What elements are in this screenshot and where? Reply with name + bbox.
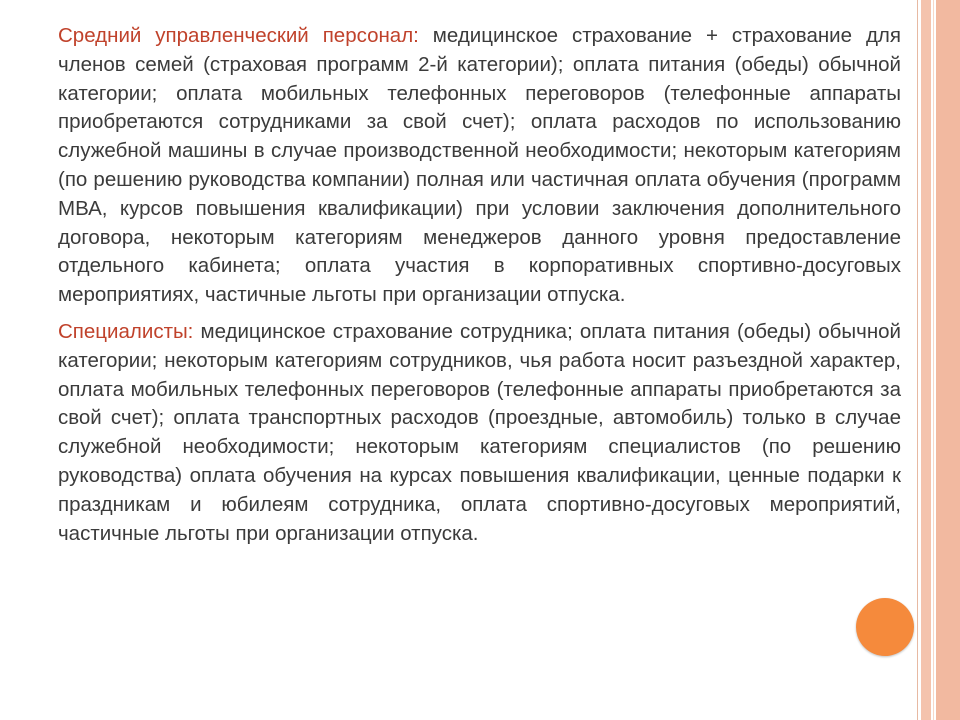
paragraph-middle-management xyxy=(58,22,901,310)
decorative-stripe xyxy=(936,0,960,720)
decorative-stripe xyxy=(917,0,918,720)
paragraph-heading: Средний управленческий персонал: xyxy=(58,24,419,47)
paragraph-text: медицинское страхование + страхование для членов семей (страховая программ 2-й категории); оплата питания (обеды) обычной категории; оплата мобильных телефонных переговоров (телефонные аппараты приобретаются сотрудниками за свой счет); оплата расходов по использованию служебной машины в случае производственной необходимости; некоторым категориям (по решению руководства компании) полная или частичная оплата обучения (программ МВА, курсов повышения квалификации) при условии заключения дополнительного договора, некоторым категориям менеджеров данного уровня предоставление отдельного кабинета; оплата участия в корпоративных спортивно-досуговых мероприятиях, частичные льготы при организации отпуска. xyxy=(58,24,901,307)
paragraph-heading: Специалисты: xyxy=(58,319,194,343)
slide-nav-circle[interactable] xyxy=(856,598,914,656)
slide-body xyxy=(58,22,901,548)
decorative-stripe xyxy=(933,0,934,720)
paragraph-text: медицинское страхование сотрудника; оплата питания (обеды) обычной категории; некоторым категориям сотрудников, чья работа носит разъездной характер, оплата мобильных телефонных переговоров (телефонные аппараты приобретаются за свой счет); оплата транспортных расходов (проездные, автомобиль) только в случае служебной необходимости; некоторым категориям специалистов (по решению руководства) оплата обучения на курсах повышения квалификации, ценные подарки к праздникам и юбилеям сотрудника, оплата спортивно-досуговых мероприятий, частичные льготы при организации отпуска. xyxy=(58,319,901,545)
paragraph-specialists xyxy=(58,318,901,548)
decorative-stripe xyxy=(921,0,931,720)
